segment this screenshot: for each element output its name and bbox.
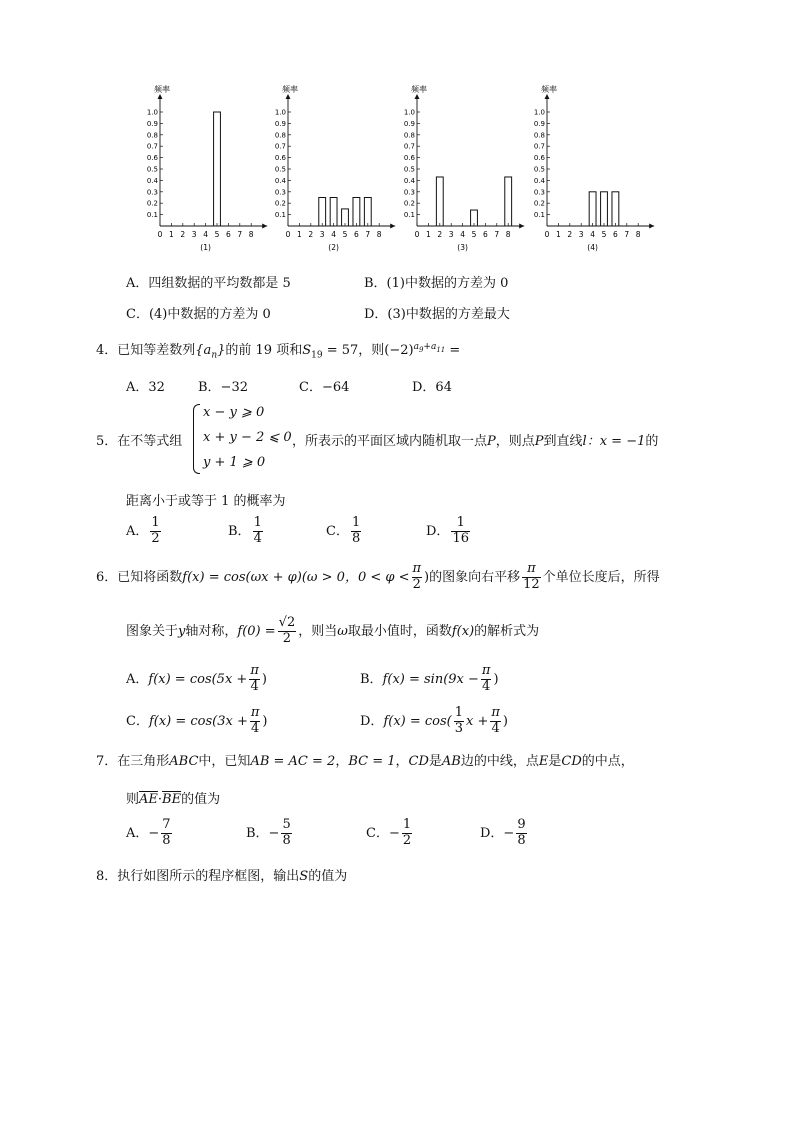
q4-mid: 的前 19 项和 — [225, 343, 303, 358]
y-axis-arrow — [545, 94, 550, 99]
y-tick-label: 0.6 — [533, 154, 545, 163]
q4-power-base: (−2) — [384, 343, 414, 358]
y-tick-label: 0.2 — [403, 199, 415, 208]
y-tick-label: 0.5 — [274, 165, 286, 174]
vector-be: $\overline{BE}$ — [162, 792, 182, 807]
x-tick-label: 0 — [157, 230, 163, 239]
y-tick-label: 1.0 — [403, 108, 415, 117]
y-tick-label: 0.5 — [146, 165, 158, 174]
y-tick-label: 0.2 — [146, 199, 158, 208]
y-tick-label: 0.1 — [533, 211, 545, 220]
vector-ae: $\overline{AE}$ — [139, 792, 158, 807]
x-tick-label: 5 — [601, 230, 607, 239]
x-axis-arrow — [262, 224, 267, 229]
x-axis-arrow — [390, 224, 395, 229]
q7-option-b: B．− $\frac{5}{8}$ — [246, 817, 291, 848]
histogram-bar — [436, 177, 443, 226]
q4-option-d: D．64 — [412, 380, 452, 395]
x-axis-arrow — [519, 224, 524, 229]
y-tick-label: 0.5 — [533, 165, 545, 174]
q5-ineq-1: x − y ⩾ 0 — [203, 405, 265, 420]
y-tick-label: 0.3 — [533, 188, 545, 197]
y-tick-label: 0.4 — [274, 176, 286, 185]
y-tick-label: 1.0 — [274, 108, 286, 117]
y-axis-label: 频率 — [154, 85, 170, 94]
q4-stem: 4．已知等差数列$\{a_n\}$的前 19 项和$S_{19} = 57$，则$(-2)^{a_9+a_{11}}$ = — [96, 341, 461, 361]
y-tick-label: 0.4 — [146, 176, 158, 185]
y-tick-label: 0.8 — [146, 131, 158, 140]
panel-label: (3) — [457, 243, 468, 252]
histogram-bar — [505, 177, 512, 226]
y-axis-label: 频率 — [541, 85, 557, 94]
histogram-bar — [353, 198, 360, 227]
y-tick-label: 0.1 — [146, 211, 158, 220]
histogram-bar — [330, 198, 337, 227]
y-tick-label: 0.4 — [533, 176, 545, 185]
q3-option-b: B．(1)中数据的方差为 0 — [364, 276, 509, 291]
x-tick-label: 0 — [544, 230, 550, 239]
y-tick-label: 0.5 — [403, 165, 415, 174]
y-tick-label: 0.7 — [403, 142, 415, 151]
q5-line2: 距离小于或等于 1 的概率为 — [126, 494, 286, 509]
histogram-2 — [275, 84, 395, 252]
histogram-group — [140, 82, 660, 254]
q5-option-d: D． $\frac{1}{16}$ — [426, 515, 469, 546]
histogram-bar — [364, 198, 371, 227]
q6-stem-line1: 6．已知将函数f(x) = cos(ωx + φ)(ω > 0，0 < φ < $\frac{\pi}{2}$ )的图象向右平移 $\frac{\pi}{12}$ 个单位长度后，所得 — [96, 561, 660, 592]
x-tick-label: 2 — [180, 230, 186, 239]
y-tick-label: 0.1 — [274, 211, 286, 220]
q6-option-d: D．f(x) = cos( $\frac{1}{3}$ x + $\frac{\pi}{4}$ ) — [360, 705, 508, 736]
y-tick-label: 0.2 — [274, 199, 286, 208]
y-tick-label: 0.8 — [274, 131, 286, 140]
q4-prefix: 4．已知等差数列 — [96, 343, 196, 358]
y-tick-label: 0.2 — [533, 199, 545, 208]
x-tick-label: 6 — [483, 230, 488, 239]
x-tick-label: 8 — [248, 230, 254, 239]
x-tick-label: 6 — [354, 230, 359, 239]
q6-option-b: B．f(x) = sin(9x − $\frac{\pi}{4}$ ) — [360, 663, 499, 694]
y-tick-label: 0.6 — [274, 154, 286, 163]
histogram-charts — [140, 82, 660, 254]
y-axis-arrow — [415, 94, 420, 99]
x-tick-label: 3 — [319, 230, 325, 239]
y-tick-label: 1.0 — [146, 108, 158, 117]
y-axis-arrow — [158, 94, 163, 99]
y-tick-label: 0.6 — [146, 154, 158, 163]
x-tick-label: 1 — [426, 230, 431, 239]
histogram-bar — [589, 192, 596, 226]
x-tick-label: 1 — [556, 230, 561, 239]
x-tick-label: 7 — [237, 230, 243, 239]
q3-option-d: D．(3)中数据的方差最大 — [364, 307, 510, 322]
histogram-bar — [319, 198, 326, 227]
q5-stem-tail: ，所表示的平面区域内随机取一点P，则点P到直线l：x = −1的 — [292, 434, 659, 449]
panel-label: (1) — [200, 243, 211, 252]
y-tick-label: 0.9 — [403, 119, 415, 128]
y-tick-label: 0.6 — [403, 154, 415, 163]
q4-option-c: C．−64 — [299, 380, 350, 395]
y-tick-label: 0.9 — [274, 119, 286, 128]
x-tick-label: 3 — [191, 230, 197, 239]
q7-option-a: A．− $\frac{7}{8}$ — [126, 817, 171, 848]
x-tick-label: 6 — [226, 230, 231, 239]
q3-option-c: C．(4)中数据的方差为 0 — [126, 307, 271, 322]
y-axis-label: 频率 — [411, 85, 427, 94]
q7-option-c: C．− $\frac{1}{2}$ — [366, 817, 412, 848]
histogram-bar — [601, 192, 608, 226]
q4-option-a: A．32 — [126, 380, 165, 395]
q4-sequence: $\{a_n\}$ — [195, 343, 226, 361]
x-tick-label: 4 — [203, 230, 208, 239]
q4-exponent: a9+a11 — [413, 341, 446, 354]
y-tick-label: 0.9 — [533, 119, 545, 128]
x-tick-label: 7 — [365, 230, 371, 239]
x-tick-label: 2 — [308, 230, 314, 239]
q4-sum: $S_{19}$ — [302, 343, 323, 361]
x-tick-label: 4 — [460, 230, 465, 239]
x-tick-label: 1 — [169, 230, 174, 239]
y-tick-label: 0.8 — [533, 131, 545, 140]
panel-label: (2) — [328, 243, 339, 252]
y-tick-label: 0.8 — [403, 131, 415, 140]
y-tick-label: 0.4 — [403, 176, 415, 185]
x-tick-label: 5 — [471, 230, 477, 239]
q5-brace — [193, 404, 200, 474]
q5-option-a: A． $\frac{1}{2}$ — [126, 515, 160, 546]
x-tick-label: 2 — [567, 230, 573, 239]
q7-option-d: D．− $\frac{9}{8}$ — [480, 817, 526, 848]
x-tick-label: 8 — [635, 230, 641, 239]
x-tick-label: 3 — [448, 230, 454, 239]
panel-label: (4) — [587, 243, 598, 252]
q5-option-b: B． $\frac{1}{4}$ — [228, 515, 262, 546]
x-tick-label: 0 — [414, 230, 420, 239]
x-tick-label: 2 — [437, 230, 443, 239]
q7-stem-line1: 7．在三角形ABC中，已知AB = AC = 2，BC = 1，CD是AB边的中线，点E是CD的中点， — [96, 754, 634, 769]
histogram-3 — [404, 84, 524, 252]
q5-ineq-2: x + y − 2 ⩽ 0 — [203, 430, 292, 445]
y-axis-label: 频率 — [282, 85, 298, 94]
histogram-bar — [214, 112, 221, 226]
histogram-1 — [147, 84, 267, 252]
q4-option-b: B．−32 — [198, 380, 248, 395]
q7-stem-line2: 则$\overline{AE}\cdot\overline{BE}$的值为 — [126, 792, 221, 807]
y-tick-label: 0.7 — [146, 142, 158, 151]
q6-option-c: C．f(x) = cos(3x + $\frac{\pi}{4}$ ) — [126, 705, 268, 736]
histogram-bar — [612, 192, 619, 226]
y-tick-label: 0.9 — [146, 119, 158, 128]
q5-ineq-3: y + 1 ⩾ 0 — [203, 455, 266, 470]
x-tick-label: 7 — [494, 230, 500, 239]
q5-prefix: 5．在不等式组 — [96, 434, 183, 449]
x-tick-label: 5 — [342, 230, 348, 239]
y-axis-arrow — [286, 94, 291, 99]
x-axis-arrow — [649, 224, 654, 229]
q3-option-a: A．四组数据的平均数都是 5 — [126, 276, 291, 291]
y-tick-label: 0.3 — [146, 188, 158, 197]
q6-option-a: A．f(x) = cos(5x + $\frac{\pi}{4}$ ) — [126, 663, 267, 694]
x-tick-label: 0 — [285, 230, 291, 239]
x-tick-label: 5 — [214, 230, 220, 239]
q5-option-c: C． $\frac{1}{8}$ — [326, 515, 361, 546]
x-tick-label: 6 — [613, 230, 618, 239]
y-tick-label: 0.3 — [403, 188, 415, 197]
x-tick-label: 7 — [624, 230, 630, 239]
x-tick-label: 8 — [376, 230, 382, 239]
y-tick-label: 1.0 — [533, 108, 545, 117]
y-tick-label: 0.7 — [533, 142, 545, 151]
y-tick-label: 0.7 — [274, 142, 286, 151]
q6-stem-line2: 图象关于y轴对称，f(0) = $\frac{√2}{2}$ ，则当ω取最小值时，函数f(x)的解析式为 — [126, 615, 540, 646]
y-tick-label: 0.1 — [403, 211, 415, 220]
x-tick-label: 4 — [331, 230, 336, 239]
q8-stem: 8．执行如图所示的程序框图，输出S的值为 — [96, 869, 348, 884]
x-tick-label: 1 — [297, 230, 302, 239]
x-tick-label: 8 — [505, 230, 511, 239]
histogram-4 — [534, 84, 654, 252]
x-tick-label: 4 — [590, 230, 595, 239]
y-tick-label: 0.3 — [274, 188, 286, 197]
x-tick-label: 3 — [578, 230, 584, 239]
